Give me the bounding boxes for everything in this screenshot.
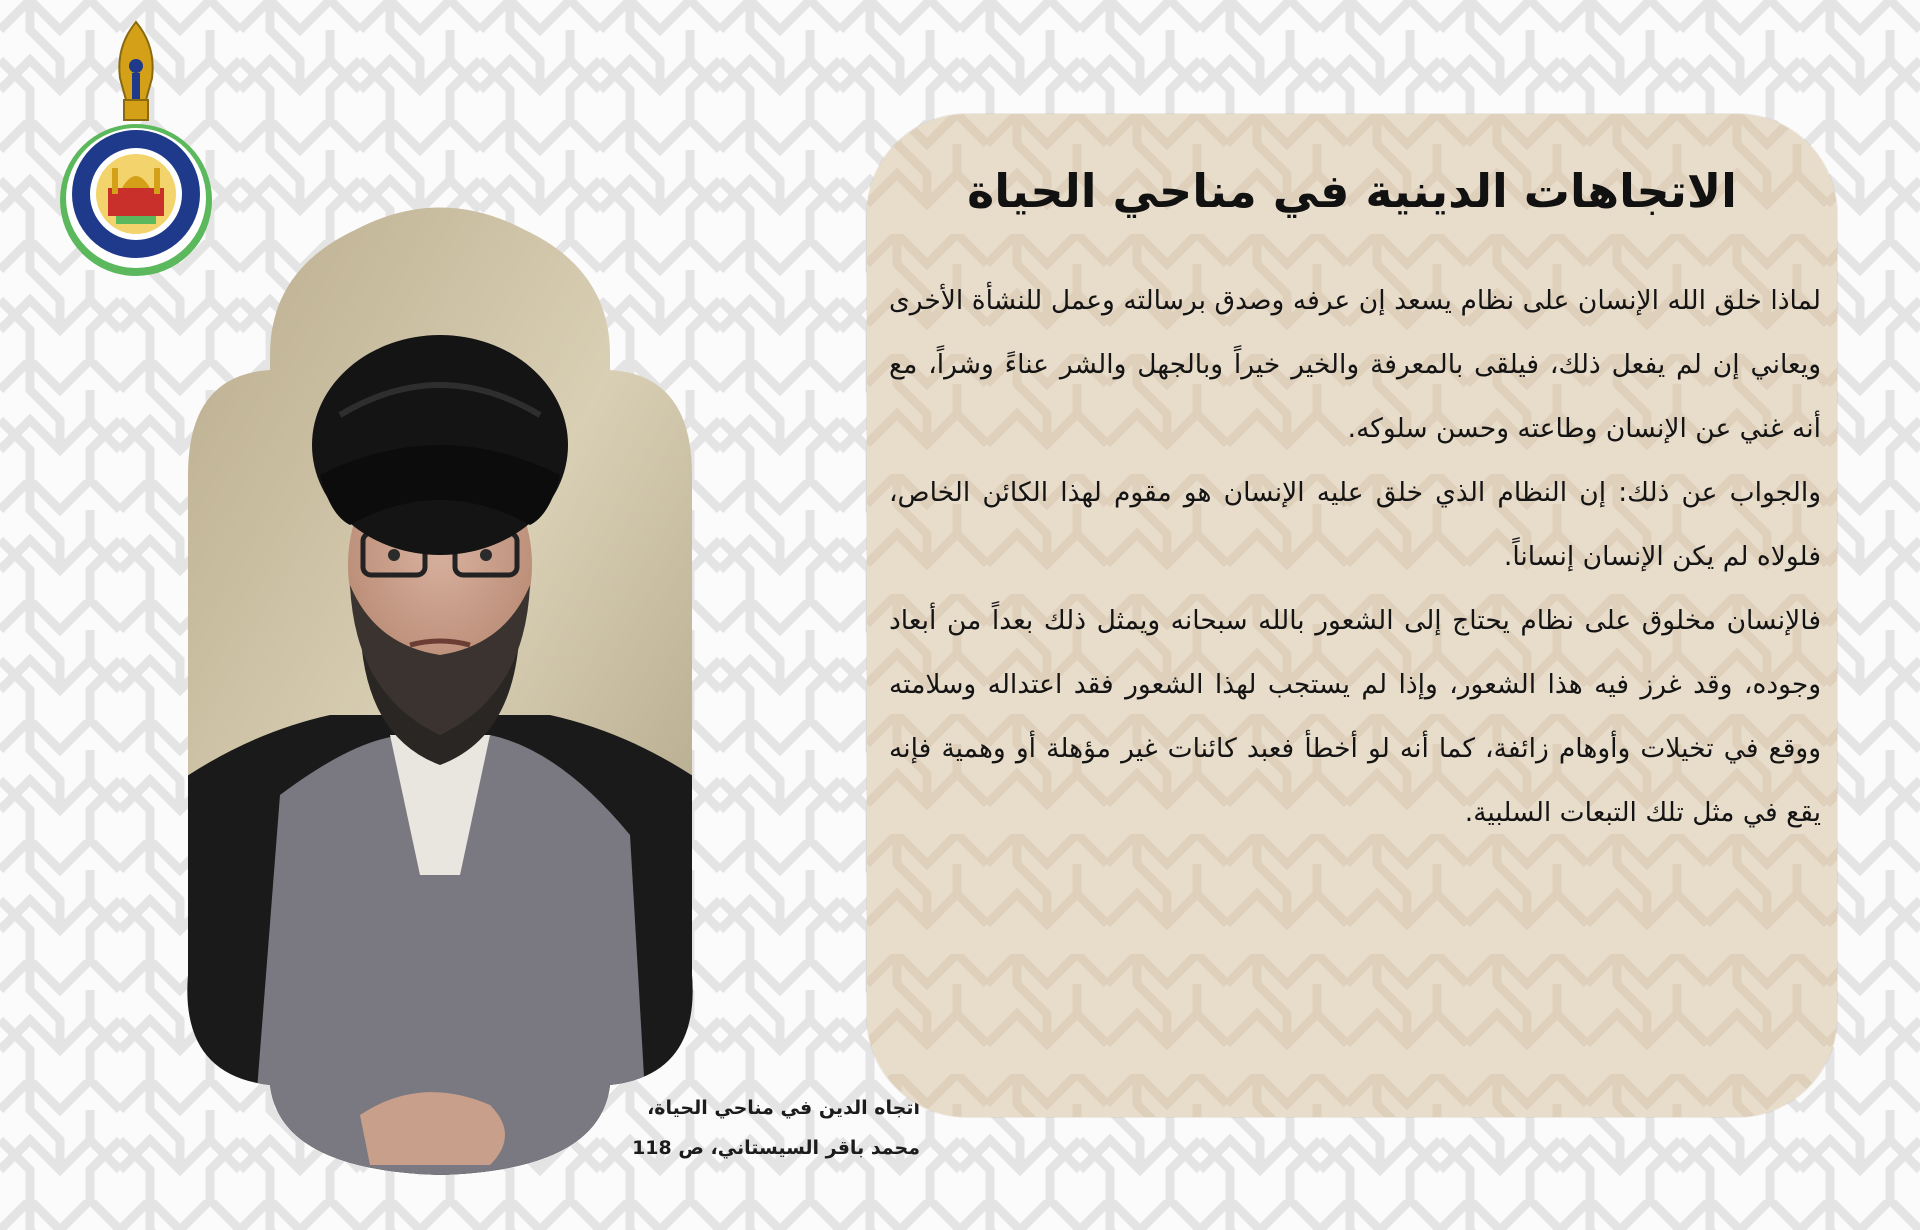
book-citation [520, 1088, 920, 1168]
article-title: الاتجاهات الدينية في مناحي الحياة [967, 164, 1737, 218]
citation-author-page: محمد باقر السيستاني، ص 118 [632, 1137, 920, 1159]
article-paragraph: والجواب عن ذلك: إن النظام الذي خلق عليه الإنسان هو مقوم لهذا الكائن الخاص، فلولاه لم يكن الإنسان إنساناً. [889, 477, 1821, 572]
article-body [889, 269, 1821, 845]
pen-nib-emblem-icon [119, 22, 152, 120]
article-panel [867, 114, 1837, 1117]
citation-title: اتجاه الدين في مناحي الحياة، [647, 1097, 920, 1119]
article-paragraph: لماذا خلق الله الإنسان على نظام يسعد إن عرفه وصدق برسالته وعمل للنشأة الأخرى ويعاني إن لم يفعل ذلك، فيلقى بالمعرفة والخير خيراً وبالجهل والشر عناءً وشراً، مع أنه غني عن الإنسان وطاعته وحسن سلوكه. [889, 285, 1821, 444]
cleric-portrait [160, 175, 720, 1180]
portrait-frame [160, 175, 720, 1180]
article-paragraph: فالإنسان مخلوق على نظام يحتاج إلى الشعور بالله سبحانه ويمثل ذلك بعداً من أبعاد وجوده، وقد غرز فيه هذا الشعور، وإذا لم يستجب لهذا الشعور فقد اعتداله وسلامته ووقع في تخيلات وأوهام زائفة، كما أنه لو أخطأ فعبد كائنات غير مؤهلة أو وهمية فإنه يقع في مثل تلك التبعات السلبية. [889, 605, 1821, 828]
